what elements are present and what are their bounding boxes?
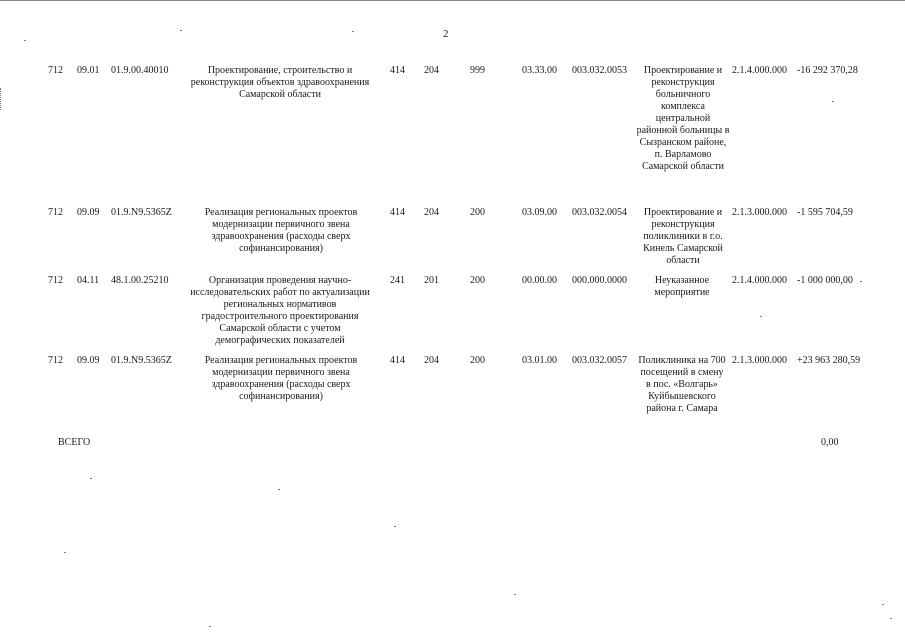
cell-dk: 03.33.00 [522,65,557,76]
cell-kosgu: 201 [424,275,439,286]
cell-code: 003.032.0054 [572,207,627,218]
cell-kosgu: 204 [424,65,439,76]
scan-speck [278,489,280,490]
total-label: ВСЕГО [58,437,91,448]
cell-sum: -1 000 000,00 [797,275,853,286]
cell-vr: 241 [390,275,405,286]
cell-csr: 01.9.N9.5365Z [111,355,172,366]
scan-speck [514,594,516,595]
cell-grbs: 712 [48,65,63,76]
cell-object: Проектирование и реконструкция поликлиники в г.о. Кинель Самарской области [643,207,723,266]
scan-speck [760,316,762,317]
scan-speck [64,552,66,553]
scan-speck [352,31,354,32]
cell-kvfo: 200 [470,207,485,218]
cell-rzpr: 09.09 [77,207,100,218]
cell-kvfo: 200 [470,355,485,366]
cell-kvfo: 200 [470,275,485,286]
scan-speck [24,40,26,41]
scan-speck [394,526,396,527]
cell-grbs: 712 [48,207,63,218]
scan-speck [209,626,211,627]
cell-rzpr: 09.09 [77,355,100,366]
cell-kvfo: 999 [470,65,485,76]
margin-scan-marks [0,88,3,110]
cell-vr: 414 [390,207,405,218]
cell-code: 003.032.0053 [572,65,627,76]
scan-speck [180,30,182,31]
cell-object: Неуказанное мероприятие [654,275,710,298]
cell-object: Поликлиника на 700 посещений в смену в пос. «Волгарь» Куйбышевского района г. Самара [638,355,726,414]
cell-dk: 03.09.00 [522,207,557,218]
cell-rzpr: 09.01 [77,65,100,76]
cell-doc: 2.1.3.000.000 [732,207,787,218]
scan-speck [90,478,92,479]
scan-speck [882,604,884,605]
scan-speck [860,281,862,282]
cell-name: Проектирование, строительство и реконструкция объектов здравоохранения Самарской области [190,65,370,100]
cell-doc: 2.1.3.000.000 [732,355,787,366]
cell-name: Организация проведения научно-исследовательских работ по актуализации региональных нормативов градостроительного проектирования Самарской области с учетом демографических показателей [190,275,370,346]
cell-dk: 00.00.00 [522,275,557,286]
cell-kosgu: 204 [424,355,439,366]
cell-csr: 48.1.00.25210 [111,275,169,286]
cell-csr: 01.9.00.40010 [111,65,169,76]
cell-grbs: 712 [48,355,63,366]
cell-doc: 2.1.4.000.000 [732,65,787,76]
cell-vr: 414 [390,355,405,366]
cell-name: Реализация региональных проектов модернизации первичного звена здравоохранения (расходы сверх софинансирования) [204,355,358,402]
scan-speck [832,101,834,102]
cell-object: Проектирование и реконструкция больничного комплекса центральной районной больницы в Сызранском районе, п. Варламово Самарской области [636,65,730,172]
cell-vr: 414 [390,65,405,76]
cell-rzpr: 04.11 [77,275,100,286]
cell-sum: +23 963 280,59 [797,355,861,366]
total-value: 0,00 [821,437,839,448]
cell-dk: 03.01.00 [522,355,557,366]
page-number: 2 [443,28,449,40]
cell-grbs: 712 [48,275,63,286]
cell-name: Реализация региональных проектов модернизации первичного звена здравоохранения (расходы сверх софинансирования) [204,207,358,254]
cell-code: 003.032.0057 [572,355,627,366]
cell-kosgu: 204 [424,207,439,218]
cell-doc: 2.1.4.000.000 [732,275,787,286]
cell-sum: -16 292 370,28 [797,65,858,76]
cell-code: 000.000.0000 [572,275,627,286]
cell-csr: 01.9.N9.5365Z [111,207,172,218]
page-top-border [0,0,905,1]
scan-speck [890,618,892,619]
cell-sum: -1 595 704,59 [797,207,853,218]
